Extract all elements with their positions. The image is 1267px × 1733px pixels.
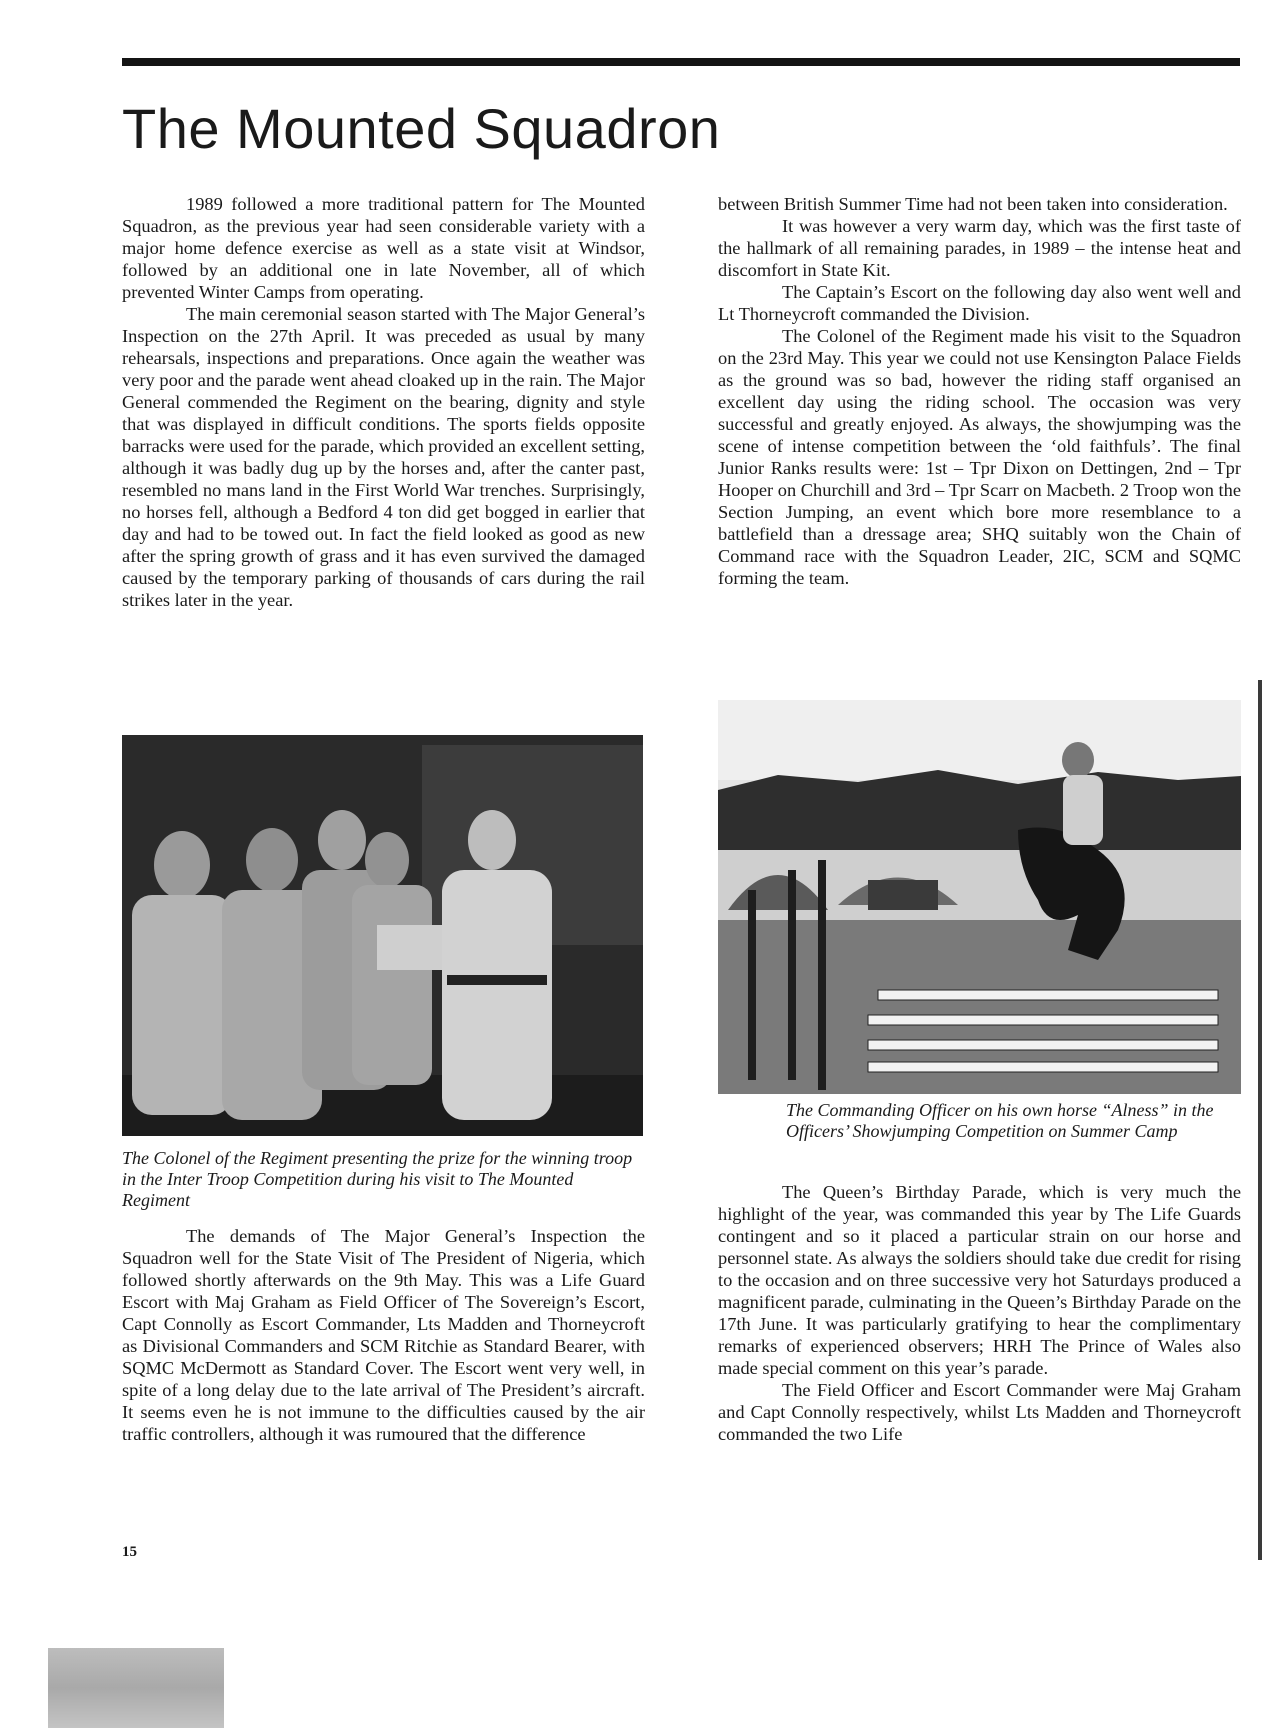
paragraph: 1989 followed a more traditional pattern for The Mounted Squadron, as the previous year had seen considerable variety with a major home defence exercise as well as a state visit at Windsor, followed by an additional one in late November, all of which prevented Winter Camps from operating.: [122, 194, 645, 302]
paragraph: It was however a very warm day, which was the first taste of the hallmark of all remaining parades, in 1989 – the intense heat and discomfort in State Kit.: [718, 216, 1241, 280]
photo-caption-right: The Commanding Officer on his own horse “Alness” in the Officers’ Showjumping Competition on Summer Camp: [786, 1100, 1214, 1141]
paragraph: The Captain’s Escort on the following day also went well and Lt Thorneycroft commanded the Division.: [718, 282, 1241, 324]
left-column-bottom-text: [122, 1225, 645, 1445]
right-column-bottom-text: [718, 1181, 1241, 1445]
page-number: 15: [122, 1544, 137, 1560]
showjumping-photo-drawing: [718, 700, 1241, 1094]
paragraph: The Field Officer and Escort Commander were Maj Graham and Capt Connolly respectively, whilst Lts Madden and Thorneycroft commanded the two Life: [718, 1380, 1241, 1444]
prize-presentation-photo-drawing: [122, 735, 643, 1136]
paragraph: The main ceremonial season started with The Major General’s Inspection on the 27th April. It was preceded as usual by many rehearsals, inspections and preparations. Once again the weather was very poor and the parade went ahead cloaked up in the rain. The Major General commended the Regiment on the bearing, dignity and style that was displayed in difficult conditions. The sports fields opposite barracks were used for the parade, which provided an excellent setting, although it was badly dug up by the horses and, after the canter past, resembled no mans land in the First World War trenches. Surprisingly, no horses fell, although a Bedford 4 ton did get bogged in earlier that day and had to be towed out. In fact the field looked as good as new after the spring growth of grass and it has even survived the damaged caused by the temporary parking of thousands of cars during the rail strikes later in the year.: [122, 304, 645, 610]
paragraph: The Colonel of the Regiment made his visit to the Squadron on the 23rd May. This year we could not use Kensington Palace Fields as the ground was so bad, however the riding staff organised an excellent day using the riding school. The occasion was very successful and greatly enjoyed. As always, the showjumping was the scene of intense competition between the ‘old faithfuls’. The final Junior Ranks results were: 1st – Tpr Dixon on Dettingen, 2nd – Tpr Hooper on Churchill and 3rd – Tpr Scarr on Macbeth. 2 Troop won the Section Jumping, an event which bore more resemblance to a battlefield than a dressage area; SHQ suitably won the Chain of Command race with the Squadron Leader, 2IC, SCM and SQMC forming the team.: [718, 326, 1241, 588]
prize-presentation-photo: [122, 735, 643, 1136]
scan-artifact: [48, 1648, 224, 1728]
showjumping-photo: [718, 700, 1241, 1094]
photo-caption-left: The Colonel of the Regiment presenting the prize for the winning troop in the Inter Troop Competition during his visit to The Mounted Regiment: [122, 1148, 633, 1210]
paragraph: The Queen’s Birthday Parade, which is very much the highlight of the year, was commanded this year by The Life Guards contingent and so it placed a particular strain on our horse and personnel state. As always the soldiers should take due credit for rising to the occasion and on three successive very hot Saturdays produced a magnificent parade, culminating in the Queen’s Birthday Parade on the 17th June. It was particularly gratifying to hear the complimentary remarks of experienced observers; HRH The Prince of Wales also made special comment on this year’s parade.: [718, 1182, 1241, 1378]
right-column-top-text: [718, 193, 1241, 589]
paragraph: The demands of The Major General’s Inspection the Squadron well for the State Visit of The President of Nigeria, which followed shortly afterwards on the 9th May. This was a Life Guard Escort with Maj Graham as Field Officer of The Sovereign’s Escort, Capt Connolly as Escort Commander, Lts Madden and Thorneycroft as Divisional Commanders and SCM Ritchie as Standard Bearer, with SQMC McDermott as Standard Cover. The Escort went very well, in spite of a long delay due to the late arrival of The President’s aircraft. It seems even he is not immune to the difficulties caused by the air traffic controllers, although it was rumoured that the difference: [122, 1226, 645, 1444]
top-rule: [122, 58, 1240, 66]
page-title: The Mounted Squadron: [122, 97, 721, 160]
paragraph-continuation: between British Summer Time had not been taken into consideration.: [718, 194, 1228, 214]
left-column-top-text: [122, 193, 645, 611]
page-edge: [1258, 680, 1262, 1560]
